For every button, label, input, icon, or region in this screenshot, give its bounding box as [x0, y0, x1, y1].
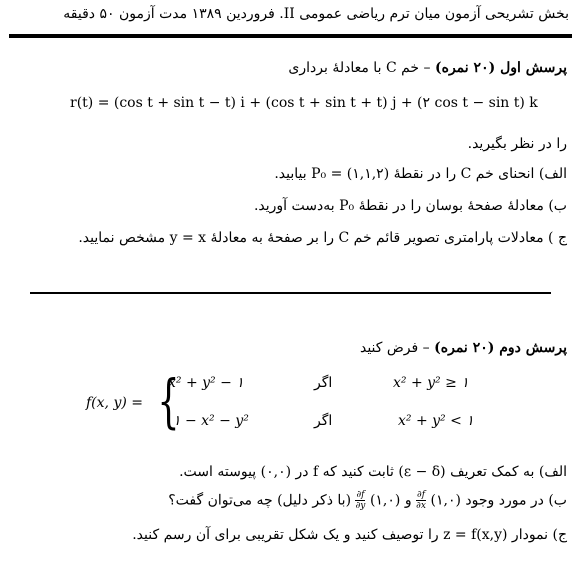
q1-equation: r(t) = (cos t + sin t − t) i + (cos t + sin t + t) j + (۲ cos t − sin t) k — [70, 95, 538, 111]
q2-part-c: ج) نمودار z = f(x,y) را توصیف کنید و یک شکل تقریبی برای آن رسم کنید. — [132, 527, 567, 543]
q2-part-b-point2: (۱,۰) — [369, 492, 401, 509]
q2-part-b-and: و — [404, 492, 412, 509]
partial-fy-num: ∂f — [356, 490, 365, 500]
q1-part-c: ج ) معادلات پارامتری تصویر قائم خم C را بر صفحهٔ به معادلهٔ y = x مشخص نمایید. — [78, 230, 567, 246]
row1-condition: x² + y² ≥ ۱ — [393, 375, 469, 391]
q2-part-b — [20, 490, 567, 511]
q2-part-b-point1: (۱,۰) — [430, 492, 461, 509]
row2-expression: ۱ − x² − y² — [173, 413, 249, 429]
q1-title-bold: پرسش اول (۲۰ نمره) — [434, 60, 567, 76]
partial-fx-den: ∂x — [416, 501, 426, 511]
q2-title — [20, 340, 567, 356]
partial-fx-num: ∂f — [417, 490, 426, 500]
row2-if: اگر — [314, 413, 333, 429]
q2-part-b-post: (با ذکر دلیل) چه می‌توان گفت؟ — [168, 492, 352, 509]
exam-header: بخش تشریحی آزمون میان ترم ریاضی عمومی II. فروردین ۱۳۸۹ مدت آزمون ۵۰ دقیقه — [63, 6, 569, 22]
partial-fy-den: ∂y — [355, 501, 366, 511]
q1-part-a: الف) انحنای خم C را در نقطهٔ P₀ = (۱,۱,۲) بیابید. — [274, 166, 567, 182]
q2-part-a: الف) به کمک تعریف (ε − δ) ثابت کنید که f در (۰,۰) پیوسته است. — [179, 464, 567, 480]
partial-fx — [416, 490, 426, 511]
f-label: f(x, y) = — [86, 395, 143, 411]
q1-title-rest: – خم C با معادلهٔ برداری — [288, 60, 431, 76]
row1-if: اگر — [314, 375, 333, 391]
q2-title-rest: – فرض کنید — [359, 340, 430, 356]
q1-consider: را در نظر بگیرید. — [467, 136, 567, 152]
row2-condition: x² + y² < ۱ — [398, 413, 474, 429]
section-divider — [30, 292, 551, 294]
q2-part-b-pre: ب) در مورد وجود — [465, 492, 567, 509]
q2-title-bold: پرسش دوم (۲۰ نمره) — [434, 340, 567, 356]
partial-fy — [355, 490, 365, 511]
header-divider — [9, 34, 572, 38]
row1-expression: x² + y² − ۱ — [168, 375, 244, 391]
piecewise-brace: { — [157, 367, 180, 435]
q1-part-b: ب) معادلهٔ صفحهٔ بوسان را در نقطهٔ P₀ به‌دست آورید. — [253, 198, 567, 214]
q1-title — [20, 60, 567, 76]
